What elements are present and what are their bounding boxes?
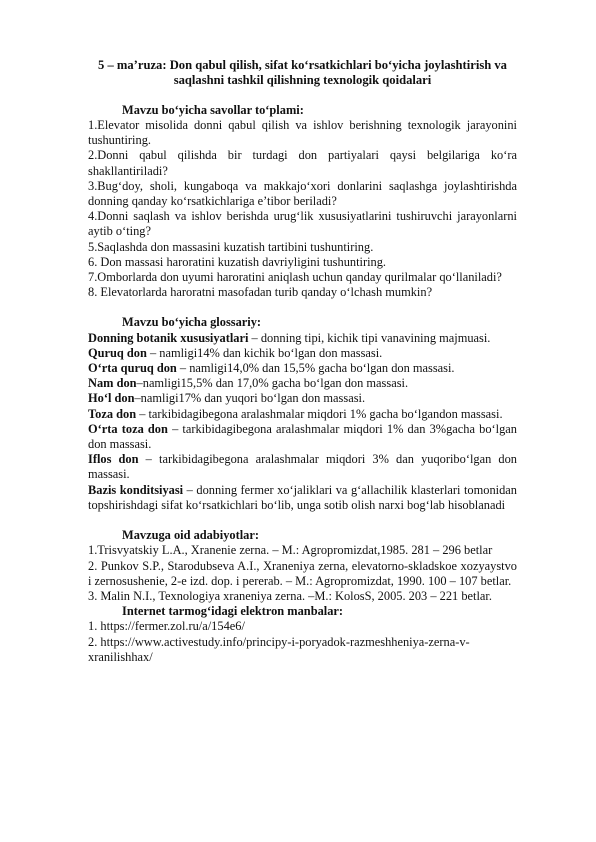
glossary-item	[88, 361, 517, 376]
literature-item: 3. Malin N.I., Texnologiya xraneniya zerna. –M.: KolosS, 2005. 203 – 221 betlar.	[88, 588, 492, 603]
spacer	[88, 300, 517, 315]
glossary-item	[88, 391, 517, 406]
question-item: 7.Omborlarda don uyumi haroratini aniqlash uchun qanday qurilmalar qo‘llaniladi?	[88, 270, 502, 285]
question-item: 5.Saqlashda don massasini kuzatish tartibini tushuntiring.	[88, 239, 374, 254]
glossary-definition: – tarkibidagibegona aralashmalar miqdori 1% gacha bo‘lgandon massasi.	[136, 406, 503, 421]
glossary-definition: – tarkibidagibegona aralashmalar miqdori 1% dan 3%gacha bo‘lgan don massasi.	[88, 421, 518, 452]
internet-heading: Internet tarmog‘idagi elektron manbalar:	[122, 604, 344, 619]
glossary-item	[88, 407, 517, 422]
glossary-definition: –namligi17% dan yuqori bo‘lgan don massasi.	[134, 391, 366, 406]
glossary-item	[88, 331, 517, 346]
glossary-heading: Mavzu bo‘yicha glossariy:	[122, 315, 262, 330]
question-item: 3.Bug‘doy, sholi, kungaboqa va makkajo‘xori donlarini saqlashga joylashtirishda donning qanday ko‘rsatkichlariga e’tibor beriladi?	[88, 178, 517, 209]
document-page	[88, 58, 517, 665]
question-item: 6. Don massasi haroratini kuzatish davriyligini tushuntiring.	[88, 254, 387, 269]
glossary-term: Iflos don	[88, 452, 139, 467]
glossary-definition: –namligi15,5% dan 17,0% gacha bo‘lgan don massasi.	[136, 376, 409, 391]
question-item: 8. Elevatorlarda haroratni masofadan turib qanday o‘lchash mumkin?	[88, 285, 433, 300]
literature-item: 1.Trisvyatskiy L.A., Xranenie zerna. – M.: Agropromizdat,1985. 281 – 296 betlar	[88, 543, 493, 558]
glossary-definition: – namligi14% dan kichik bo‘lgan don massasi.	[146, 345, 383, 360]
lecture-title: 5 – ma’ruza: Don qabul qilish, sifat ko‘rsatkichlari bo‘yicha joylashtirish va saqlashni tashkil qilishning texnologik qoidalari	[98, 58, 507, 88]
glossary-definition: – donning tipi, kichik tipi vanavining majmuasi.	[248, 330, 491, 345]
glossary-term: Nam don	[88, 376, 137, 391]
glossary-term: Toza don	[88, 406, 137, 421]
question-item: 1.Elevator misolida donni qabul qilish va ishlov berishning texnologik jarayonini tushuntiring.	[88, 118, 517, 148]
question-item: 2.Donni qabul qilishda bir turdagi don partiyalari qaysi belgilariga ko‘ra shakllantiriladi?	[88, 148, 517, 178]
glossary-item	[88, 376, 517, 391]
internet-link[interactable]: 1. https://fermer.zol.ru/a/154e6/	[88, 619, 245, 634]
glossary-item	[88, 483, 517, 513]
glossary-term: Ho‘l don	[88, 391, 135, 406]
glossary-definition: – namligi14,0% dan 15,5% gacha bo‘lgan don massasi.	[176, 361, 455, 376]
glossary-item	[88, 422, 517, 452]
glossary-definition: – tarkibidagibegona aralashmalar miqdori 3% dan yuqoribo‘lgan don massasi.	[88, 452, 518, 482]
literature-heading: Mavzuga oid adabiyotlar:	[122, 528, 259, 543]
glossary-item	[88, 452, 517, 482]
glossary-term: Donning botanik xususiyatlari	[88, 330, 249, 345]
spacer	[88, 513, 517, 528]
glossary-term: Bazis konditsiyasi	[88, 482, 184, 497]
glossary-term: O‘rta toza don	[88, 421, 168, 436]
literature-item: 2. Punkov S.P., Starodubseva A.I., Xraneniya zerna, elevatorno-skladskoe xozyaystvo i zernosushenie, 2-e izd. dop. i pererab. – M.: Agropromizdat, 1990. 100 – 107 betlar.	[88, 558, 517, 588]
question-item: 4.Donni saqlash va ishlov berishda urug‘lik xususiyatlarini tushiruvchi jarayonlarni aytib o‘ting?	[88, 209, 517, 239]
glossary-term: Quruq don	[88, 345, 147, 360]
glossary-definition: – donning fermer xo‘jaliklari va g‘allachilik klasterlari tomonidan topshirishdagi sifat ko‘rsatkichlari bo‘lib, unga sotib olish narxi bog‘lab hisoblanadi	[88, 482, 517, 512]
glossary-term: O‘rta quruq don	[88, 361, 177, 376]
questions-heading: Mavzu bo‘yicha savollar to‘plami:	[122, 102, 304, 117]
internet-link[interactable]: 2. https://www.activestudy.info/principy-i-poryadok-razmeshheniya-zerna-v-xranilishhax/	[88, 634, 470, 664]
glossary-item	[88, 346, 517, 361]
